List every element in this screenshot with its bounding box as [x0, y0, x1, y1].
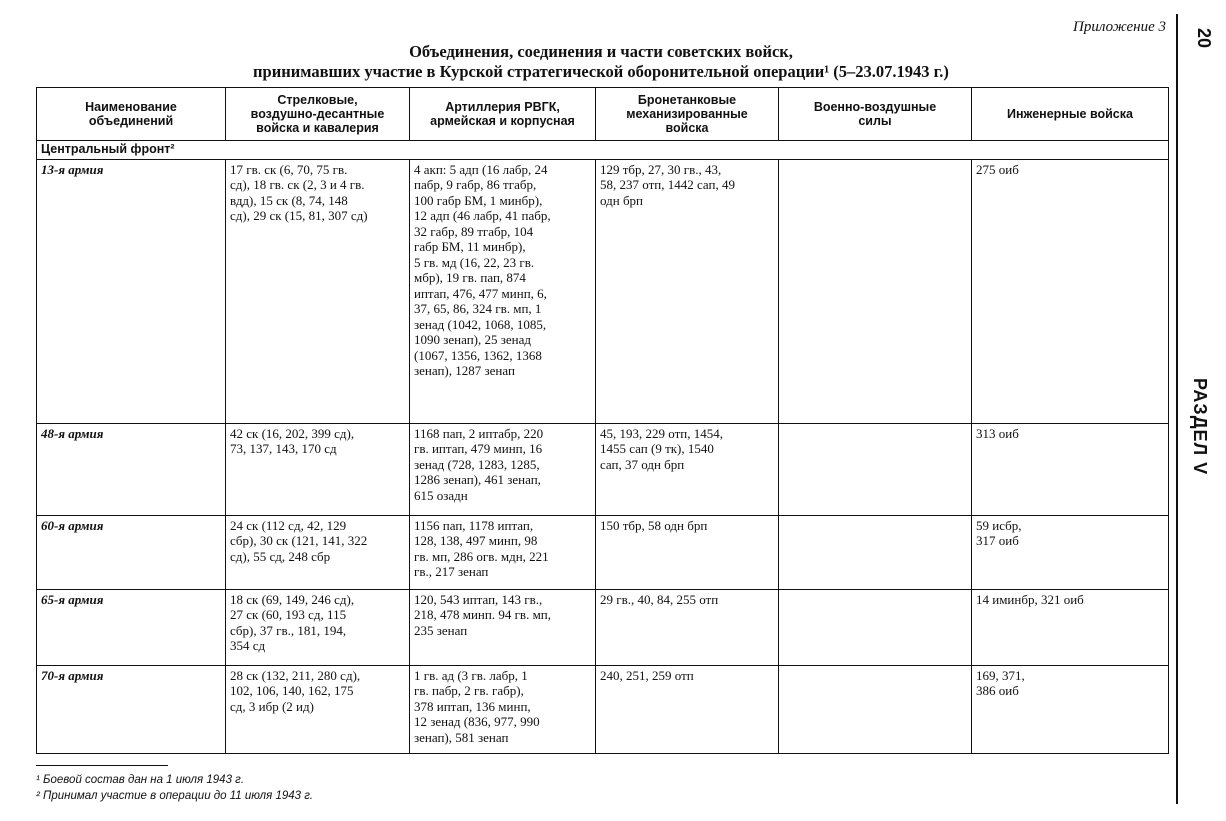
air-cell	[779, 159, 972, 423]
infantry-cell: 18 ск (69, 149, 246 сд), 27 ск (60, 193 сд, 115 сбр), 37 гв., 181, 194, 354 сд	[226, 589, 410, 665]
infantry-cell: 42 ск (16, 202, 399 сд), 73, 137, 143, 170 сд	[226, 423, 410, 515]
artillery-cell: 4 акп: 5 адп (16 лабр, 24 пабр, 9 габр, 86 тгабр, 100 габр БМ, 1 минбр), 12 адп (46 лабр, 41 пабр, 32 габр, 89 тгабр, 104 габр БМ, 11 минбр), 5 гв. мд (16, 22, 23 гв. мбр), 19 гв. пап, 874 иптап, 476, 477 минп, 6, 37, 65, 86, 324 гв. мп, 1 зенад (1042, 1068, 1085, 1090 зенап), 25 зенад (1067, 1356, 1362, 1368 зенап), 1287 зенап	[410, 159, 596, 423]
table-row	[37, 423, 1169, 515]
air-cell	[779, 515, 972, 589]
air-cell	[779, 589, 972, 665]
column-header: Инженерные войска	[972, 88, 1169, 141]
air-cell	[779, 423, 972, 515]
infantry-cell: 24 ск (112 сд, 42, 129 сбр), 30 ск (121, 141, 322 сд), 55 сд, 248 сбр	[226, 515, 410, 589]
artillery-cell: 1156 пап, 1178 иптап, 128, 138, 497 минп, 98 гв. мп, 286 огв. мдн, 221 гв., 217 зенап	[410, 515, 596, 589]
column-header: Бронетанковые механизированные войска	[596, 88, 779, 141]
infantry-cell: 28 ск (132, 211, 280 сд), 102, 106, 140, 162, 175 сд, 3 ибр (2 ид)	[226, 665, 410, 753]
document-title	[36, 42, 1166, 82]
column-header: Артиллерия РВГК, армейская и корпусная	[410, 88, 596, 141]
forces-table	[36, 87, 1169, 754]
air-cell	[779, 665, 972, 753]
artillery-cell: 1 гв. ад (3 гв. лабр, 1 гв. пабр, 2 гв. габр), 378 иптап, 136 минп, 12 зенад (836, 977, 990 зенап), 581 зенап	[410, 665, 596, 753]
title-line-2: принимавших участие в Курской стратегической оборонительной операции¹ (5–23.07.1943 г.)	[253, 62, 949, 81]
army-name: 65-я армия	[37, 589, 226, 665]
armor-cell: 150 тбр, 58 одн брп	[596, 515, 779, 589]
section-label: РАЗДЕЛ V	[1190, 378, 1210, 476]
armor-cell: 45, 193, 229 отп, 1454, 1455 сап (9 тк), 1540 сап, 37 одн брп	[596, 423, 779, 515]
title-line-1: Объединения, соединения и части советских войск,	[409, 42, 793, 61]
army-name: 60-я армия	[37, 515, 226, 589]
engineer-cell: 169, 371, 386 оиб	[972, 665, 1169, 753]
column-header: Наименование объединений	[37, 88, 226, 141]
table-row	[37, 589, 1169, 665]
engineer-cell: 59 исбр, 317 оиб	[972, 515, 1169, 589]
column-header: Военно-воздушные силы	[779, 88, 972, 141]
footnote-2: ² Принимал участие в операции до 11 июля 1943 г.	[36, 790, 314, 802]
armor-cell: 129 тбр, 27, 30 гв., 43, 58, 237 отп, 1442 сап, 49 одн брп	[596, 159, 779, 423]
engineer-cell: 313 оиб	[972, 423, 1169, 515]
footnote-divider	[36, 765, 168, 766]
table-row	[37, 159, 1169, 423]
army-name: 70-я армия	[37, 665, 226, 753]
table-row	[37, 515, 1169, 589]
armor-cell: 240, 251, 259 отп	[596, 665, 779, 753]
column-header: Стрелковые, воздушно-десантные войска и кавалерия	[226, 88, 410, 141]
artillery-cell: 120, 543 иптап, 143 гв., 218, 478 минп. 94 гв. мп, 235 зенап	[410, 589, 596, 665]
army-name: 13-я армия	[37, 159, 226, 423]
front-row	[37, 141, 1169, 160]
infantry-cell: 17 гв. ск (6, 70, 75 гв. сд), 18 гв. ск (2, 3 и 4 гв. вдд), 15 ск (8, 74, 148 сд), 29 ск (15, 81, 307 сд)	[226, 159, 410, 423]
footnote-1: ¹ Боевой состав дан на 1 июля 1943 г.	[36, 774, 245, 786]
armor-cell: 29 гв., 40, 84, 255 отп	[596, 589, 779, 665]
artillery-cell: 1168 пап, 2 иптабр, 220 гв. иптап, 479 минп, 16 зенад (728, 1283, 1285, 1286 зенап), 461 зенап, 615 озадн	[410, 423, 596, 515]
engineer-cell: 275 оиб	[972, 159, 1169, 423]
footnotes	[36, 772, 313, 804]
army-name: 48-я армия	[37, 423, 226, 515]
page-sidebar	[1176, 14, 1222, 804]
front-name: Центральный фронт²	[37, 141, 1169, 160]
table-row	[37, 665, 1169, 753]
page-number: 20	[1194, 28, 1214, 49]
engineer-cell: 14 иминбр, 321 оиб	[972, 589, 1169, 665]
appendix-label: Приложение 3	[1073, 19, 1166, 35]
table-header-row	[37, 88, 1169, 141]
